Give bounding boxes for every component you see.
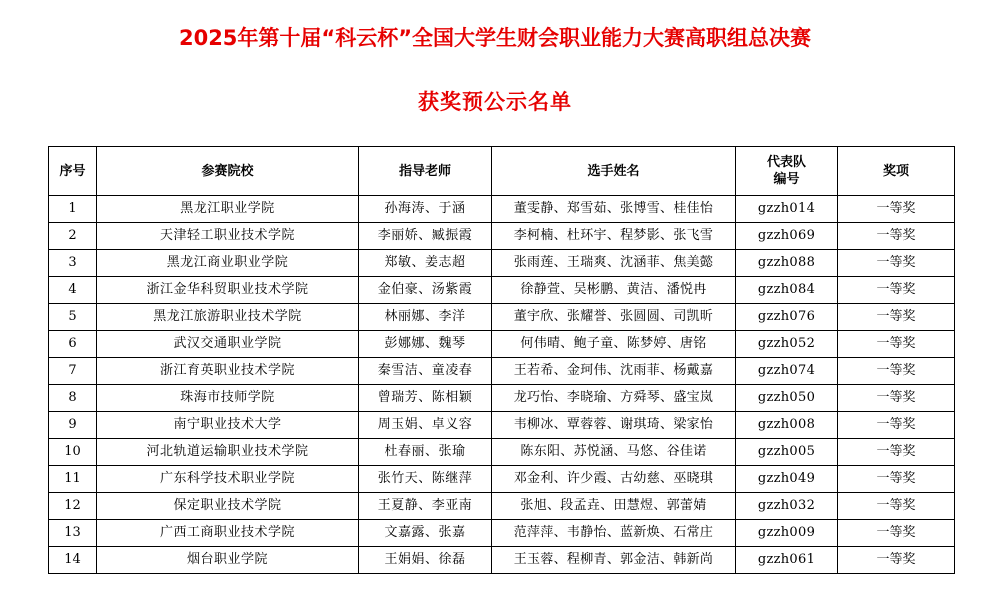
table-row xyxy=(49,412,955,439)
award-table xyxy=(48,146,955,574)
cell-students: 董雯静、郑雪茹、张博雪、桂佳怡 xyxy=(492,196,736,223)
table-row xyxy=(49,466,955,493)
cell-students: 韦柳冰、覃蓉蓉、谢琪琦、梁家怡 xyxy=(492,412,736,439)
cell-students: 龙巧怡、李晓瑜、方舜琴、盛宝岚 xyxy=(492,385,736,412)
cell-teacher: 秦雪洁、童凌春 xyxy=(359,358,492,385)
cell-no: 13 xyxy=(49,520,97,547)
cell-no: 8 xyxy=(49,385,97,412)
cell-award: 一等奖 xyxy=(838,493,955,520)
cell-teacher: 金伯豪、汤紫霞 xyxy=(359,277,492,304)
cell-team-id: gzzh074 xyxy=(736,358,838,385)
cell-team-id: gzzh032 xyxy=(736,493,838,520)
cell-students: 邓金利、许少霞、古幼慈、巫晓琪 xyxy=(492,466,736,493)
cell-teacher: 孙海涛、于涵 xyxy=(359,196,492,223)
document-subtitle: 获奖预公示名单 xyxy=(418,90,572,114)
header-teacher: 指导老师 xyxy=(359,147,492,196)
cell-award: 一等奖 xyxy=(838,196,955,223)
cell-no: 6 xyxy=(49,331,97,358)
cell-no: 7 xyxy=(49,358,97,385)
cell-no: 11 xyxy=(49,466,97,493)
document-title: 2025年第十届“科云杯”全国大学生财会职业能力大赛高职组总决赛 xyxy=(178,26,812,50)
header-students: 选手姓名 xyxy=(492,147,736,196)
cell-teacher: 彭娜娜、魏琴 xyxy=(359,331,492,358)
cell-team-id: gzzh049 xyxy=(736,466,838,493)
cell-students: 张雨莲、王瑞爽、沈涵菲、焦美懿 xyxy=(492,250,736,277)
cell-teacher: 杜春丽、张瑜 xyxy=(359,439,492,466)
cell-award: 一等奖 xyxy=(838,304,955,331)
cell-teacher: 周玉娟、卓义容 xyxy=(359,412,492,439)
cell-team-id: gzzh069 xyxy=(736,223,838,250)
header-award: 奖项 xyxy=(838,147,955,196)
cell-team-id: gzzh061 xyxy=(736,547,838,574)
cell-teacher: 王娟娟、徐磊 xyxy=(359,547,492,574)
table-row xyxy=(49,196,955,223)
cell-students: 王若希、金珂伟、沈雨菲、杨戴嘉 xyxy=(492,358,736,385)
cell-teacher: 曾瑞芳、陈相颖 xyxy=(359,385,492,412)
cell-team-id: gzzh008 xyxy=(736,412,838,439)
table-body xyxy=(49,196,955,574)
cell-school: 南宁职业技术大学 xyxy=(97,412,359,439)
cell-no: 14 xyxy=(49,547,97,574)
cell-school: 河北轨道运输职业技术学院 xyxy=(97,439,359,466)
cell-teacher: 林丽娜、李洋 xyxy=(359,304,492,331)
cell-no: 5 xyxy=(49,304,97,331)
table-row xyxy=(49,439,955,466)
cell-students: 李柯楠、杜环宇、程梦影、张飞雪 xyxy=(492,223,736,250)
cell-team-id: gzzh014 xyxy=(736,196,838,223)
cell-no: 3 xyxy=(49,250,97,277)
table-row xyxy=(49,277,955,304)
cell-team-id: gzzh076 xyxy=(736,304,838,331)
cell-school: 广西工商职业技术学院 xyxy=(97,520,359,547)
table-row xyxy=(49,358,955,385)
cell-team-id: gzzh084 xyxy=(736,277,838,304)
header-team-line2: 编号 xyxy=(773,172,800,187)
cell-award: 一等奖 xyxy=(838,250,955,277)
cell-no: 4 xyxy=(49,277,97,304)
cell-award: 一等奖 xyxy=(838,385,955,412)
table-row xyxy=(49,547,955,574)
cell-school: 天津轻工职业技术学院 xyxy=(97,223,359,250)
table-row xyxy=(49,385,955,412)
cell-no: 12 xyxy=(49,493,97,520)
cell-students: 张旭、段孟垚、田慧煜、郭蕾婧 xyxy=(492,493,736,520)
cell-teacher: 文嘉露、张嘉 xyxy=(359,520,492,547)
cell-school: 保定职业技术学院 xyxy=(97,493,359,520)
cell-award: 一等奖 xyxy=(838,223,955,250)
cell-award: 一等奖 xyxy=(838,520,955,547)
header-no: 序号 xyxy=(49,147,97,196)
table-row xyxy=(49,520,955,547)
cell-team-id: gzzh009 xyxy=(736,520,838,547)
cell-team-id: gzzh052 xyxy=(736,331,838,358)
cell-award: 一等奖 xyxy=(838,466,955,493)
cell-teacher: 郑敏、姜志超 xyxy=(359,250,492,277)
cell-no: 2 xyxy=(49,223,97,250)
cell-team-id: gzzh005 xyxy=(736,439,838,466)
cell-award: 一等奖 xyxy=(838,547,955,574)
cell-teacher: 王夏静、李亚南 xyxy=(359,493,492,520)
header-school: 参赛院校 xyxy=(97,147,359,196)
cell-team-id: gzzh088 xyxy=(736,250,838,277)
cell-award: 一等奖 xyxy=(838,412,955,439)
cell-school: 黑龙江职业学院 xyxy=(97,196,359,223)
table-row xyxy=(49,331,955,358)
cell-students: 徐静萱、吴彬鹏、黄洁、潘悦冉 xyxy=(492,277,736,304)
table-header-row xyxy=(49,147,955,196)
cell-students: 王玉蓉、程柳青、郭金洁、韩新尚 xyxy=(492,547,736,574)
table-row xyxy=(49,250,955,277)
header-team xyxy=(736,147,838,196)
table-row xyxy=(49,304,955,331)
cell-school: 黑龙江旅游职业技术学院 xyxy=(97,304,359,331)
cell-students: 范萍萍、韦静怡、蓝新焕、石常庄 xyxy=(492,520,736,547)
cell-students: 何伟晴、鲍子童、陈梦婷、唐铭 xyxy=(492,331,736,358)
table-row xyxy=(49,493,955,520)
cell-students: 董宇欣、张耀誉、张圆圆、司凯昕 xyxy=(492,304,736,331)
cell-school: 广东科学技术职业学院 xyxy=(97,466,359,493)
cell-award: 一等奖 xyxy=(838,277,955,304)
cell-no: 9 xyxy=(49,412,97,439)
cell-school: 烟台职业学院 xyxy=(97,547,359,574)
header-team-line1: 代表队 xyxy=(766,155,806,170)
cell-award: 一等奖 xyxy=(838,358,955,385)
cell-no: 10 xyxy=(49,439,97,466)
cell-school: 黑龙江商业职业学院 xyxy=(97,250,359,277)
cell-teacher: 李丽娇、臧振霞 xyxy=(359,223,492,250)
cell-award: 一等奖 xyxy=(838,439,955,466)
cell-school: 珠海市技师学院 xyxy=(97,385,359,412)
cell-school: 武汉交通职业学院 xyxy=(97,331,359,358)
cell-no: 1 xyxy=(49,196,97,223)
cell-award: 一等奖 xyxy=(838,331,955,358)
cell-teacher: 张竹天、陈继萍 xyxy=(359,466,492,493)
cell-team-id: gzzh050 xyxy=(736,385,838,412)
cell-school: 浙江育英职业技术学院 xyxy=(97,358,359,385)
table-row xyxy=(49,223,955,250)
cell-school: 浙江金华科贸职业技术学院 xyxy=(97,277,359,304)
cell-students: 陈东阳、苏悦涵、马悠、谷佳诺 xyxy=(492,439,736,466)
